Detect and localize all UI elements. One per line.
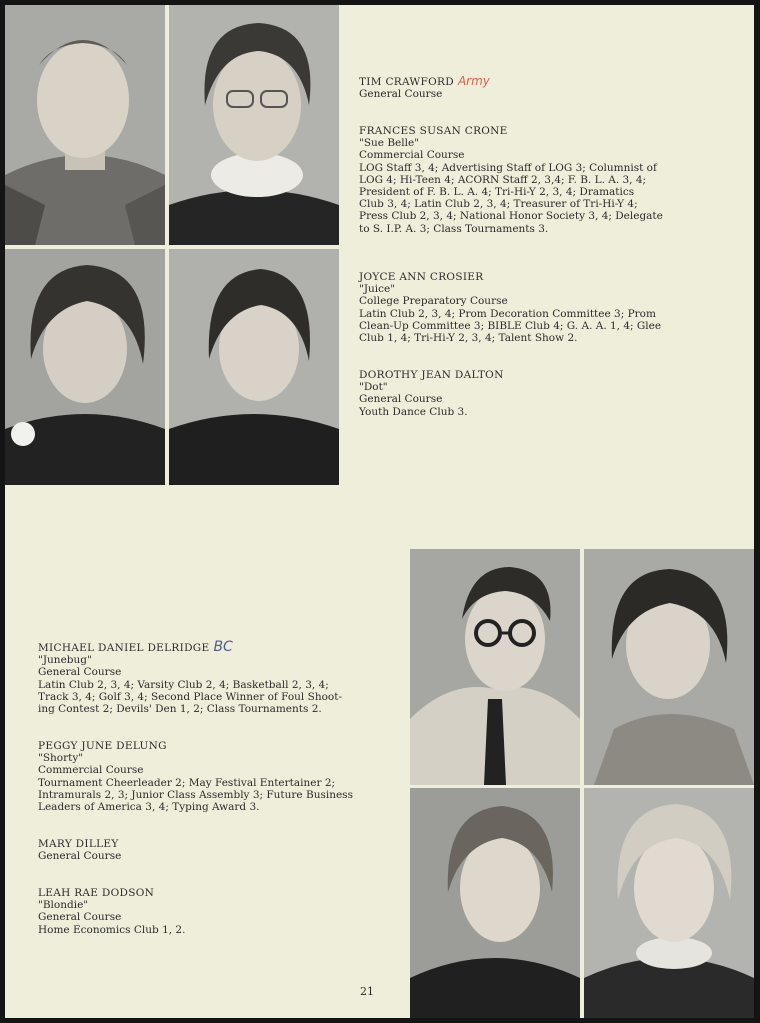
entry-michael-daniel-delridge	[38, 641, 400, 715]
portrait-joyce-ann-crosier	[5, 249, 165, 485]
student-activities-line: to S. I.P. A. 3; Class Tournaments 3.	[359, 222, 549, 235]
student-activities-line: Tournament Cheerleader 2; May Festival Entertainer 2;	[38, 776, 336, 789]
student-nickname: "Shorty"	[38, 752, 84, 765]
portrait-tim-crawford	[5, 5, 165, 245]
student-activities-line: Leaders of America 3, 4; Typing Award 3.	[38, 801, 260, 814]
student-activities-line: Home Economics Club 1, 2.	[38, 923, 186, 936]
student-course: Commercial Course	[38, 764, 144, 777]
portrait-peggy-june-delung	[584, 549, 754, 785]
entry-leah-rae-dodson	[38, 887, 400, 936]
student-activities-line: Youth Dance Club 3.	[359, 405, 468, 418]
handwritten-note: Army	[457, 74, 490, 88]
student-nickname: "Dot"	[359, 381, 388, 394]
student-activities-line: Latin Club 2, 3, 4; Varsity Club 2, 4; Basketball 2, 3, 4;	[38, 678, 329, 691]
student-nickname: "Sue Belle"	[359, 137, 420, 150]
student-name: JOYCE ANN CROSIER	[359, 271, 484, 283]
student-activities-line: Club 3, 4; Latin Club 2, 3, 4; Treasurer of Tri-Hi-Y 4;	[359, 198, 638, 211]
entry-mary-dilley	[38, 838, 400, 862]
portrait-mary-dilley	[410, 788, 580, 1018]
handwritten-note: BC	[213, 639, 233, 655]
page-number: 21	[360, 985, 374, 998]
portrait-dorothy-jean-dalton	[169, 249, 339, 485]
yearbook-page	[5, 5, 754, 1018]
student-activities-line: Track 3, 4; Golf 3, 4; Second Place Winner of Foul Shoot-	[38, 690, 342, 703]
student-course: General Course	[38, 850, 122, 863]
student-name: MARY DILLEY	[38, 838, 119, 850]
entry-dorothy-jean-dalton	[359, 369, 721, 418]
student-name: LEAH RAE DODSON	[38, 887, 155, 899]
student-course: College Preparatory Course	[359, 295, 508, 308]
student-activities-line: Latin Club 2, 3, 4; Prom Decoration Committee 3; Prom	[359, 307, 656, 320]
portrait-frances-susan-crone	[169, 5, 339, 245]
student-course: General Course	[38, 666, 122, 679]
student-activities-line: Club 1, 4; Tri-Hi-Y 2, 3, 4; Talent Show 2.	[359, 332, 578, 345]
student-course: General Course	[359, 88, 443, 101]
student-name: TIM CRAWFORD	[359, 76, 454, 88]
student-course: General Course	[359, 393, 443, 406]
student-name: PEGGY JUNE DELUNG	[38, 740, 167, 752]
student-activities-line: LOG 4; Hi-Teen 4; ACORN Staff 2, 3,4; F. B. L. A. 3, 4;	[359, 173, 647, 186]
portrait-michael-daniel-delridge	[410, 549, 580, 785]
student-activities-line: Clean-Up Committee 3; BIBLE Club 4; G. A. A. 1, 4; Glee	[359, 319, 662, 332]
student-activities-line: LOG Staff 3, 4; Advertising Staff of LOG 3; Columnist of	[359, 161, 657, 174]
student-nickname: "Blondie"	[38, 899, 89, 912]
student-nickname: "Juice"	[359, 283, 396, 296]
entry-joyce-ann-crosier	[359, 271, 721, 344]
student-activities-line: President of F. B. L. A. 4; Tri-Hi-Y 2, 3, 4; Dramatics	[359, 186, 635, 199]
student-activities-line: Press Club 2, 3, 4; National Honor Society 3, 4; Delegate	[359, 210, 663, 223]
student-activities-line: Intramurals 2, 3; Junior Class Assembly 3; Future Business	[38, 788, 353, 801]
student-course: General Course	[38, 911, 122, 924]
student-name: DOROTHY JEAN DALTON	[359, 369, 504, 381]
student-name: MICHAEL DANIEL DELRIDGE	[38, 642, 210, 654]
entry-tim-crawford	[359, 75, 721, 100]
entry-frances-susan-crone	[359, 125, 721, 235]
student-name: FRANCES SUSAN CRONE	[359, 125, 508, 137]
student-activities-line: ing Contest 2; Devils' Den 1, 2; Class Tournaments 2.	[38, 703, 322, 716]
portrait-leah-rae-dodson	[584, 788, 754, 1018]
student-course: Commercial Course	[359, 149, 465, 162]
student-nickname: "Junebug"	[38, 654, 92, 667]
entry-peggy-june-delung	[38, 740, 400, 813]
